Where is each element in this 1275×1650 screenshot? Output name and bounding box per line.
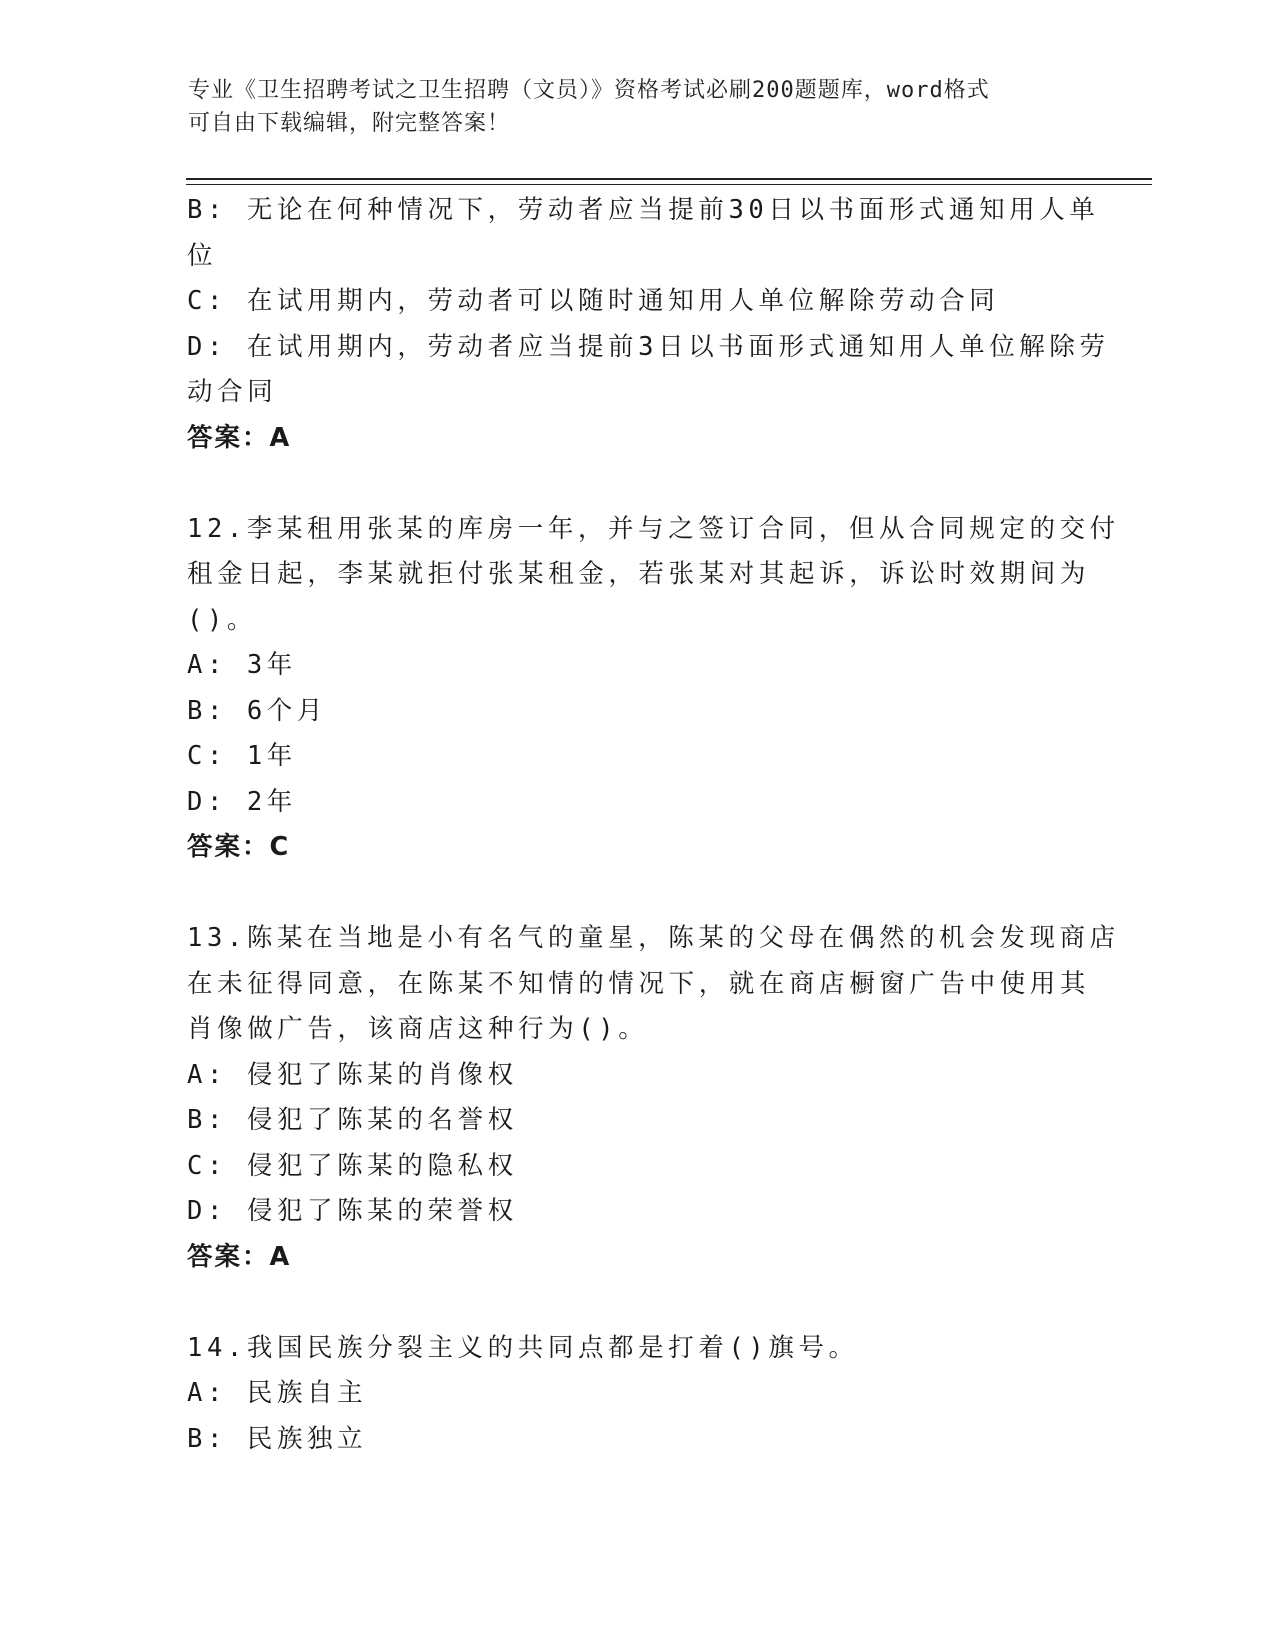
- option-b: B: 6个月: [187, 695, 328, 726]
- question-stem-line-2: 在未征得同意，在陈某不知情的情况下，就在商店橱窗广告中使用其: [187, 968, 1091, 999]
- option-d: D: 2年: [187, 786, 297, 817]
- question-stem-line-3: 肖像做广告，该商店这种行为()。: [187, 1014, 649, 1044]
- question-12: [187, 507, 1120, 871]
- option-a: A: 民族自主: [187, 1378, 368, 1408]
- header-line-2: 可自由下载编辑，附完整答案！: [188, 111, 511, 136]
- spacer: [187, 1280, 1087, 1326]
- option-c: C: 在试用期内，劳动者可以随时通知用人单位解除劳动合同: [187, 286, 1000, 316]
- option-b: B: 侵犯了陈某的名誉权: [187, 1105, 518, 1135]
- question-stem-line-1: 13.陈某在当地是小有名气的童星，陈某的父母在偶然的机会发现商店: [187, 923, 1120, 953]
- question-13: [187, 916, 1120, 1280]
- question-stem-line-1: 14.我国民族分裂主义的共同点都是打着()旗号。: [187, 1332, 859, 1363]
- option-a: A: 3年: [187, 650, 297, 680]
- option-b: B: 民族独立: [187, 1423, 368, 1454]
- option-c: C: 1年: [187, 741, 297, 771]
- question-11-tail: [187, 188, 1110, 461]
- option-d: D: 侵犯了陈某的荣誉权: [187, 1196, 518, 1226]
- question-stem-line-1: 12.李某租用张某的库房一年，并与之签订合同，但从合同规定的交付: [187, 513, 1120, 544]
- spacer: [187, 461, 1087, 507]
- header-divider-thick: [186, 178, 1152, 180]
- option-a: A: 侵犯了陈某的肖像权: [187, 1059, 518, 1090]
- option-d-line-1: D: 在试用期内，劳动者应当提前3日以书面形式通知用人单位解除劳: [187, 331, 1110, 362]
- answer: 答案：C: [187, 832, 291, 862]
- answer: 答案：A: [187, 1241, 292, 1272]
- question-stem-line-3: ()。: [187, 604, 258, 635]
- question-14: [187, 1326, 1087, 1463]
- option-d-line-2: 动合同: [187, 377, 278, 407]
- header-line-1: 专业《卫生招聘考试之卫生招聘（文员）》资格考试必刷200题题库，word格式: [188, 78, 990, 103]
- question-stem-line-2: 租金日起，李某就拒付张某租金，若张某对其起诉，诉讼时效期间为: [187, 559, 1091, 589]
- document-header: [188, 74, 1068, 140]
- answer: 答案：A: [187, 422, 292, 453]
- document-body: [187, 188, 1120, 1462]
- spacer: [187, 871, 1087, 917]
- option-c: C: 侵犯了陈某的隐私权: [187, 1150, 518, 1181]
- option-b-line-1: B: 无论在何种情况下，劳动者应当提前30日以书面形式通知用人单: [187, 195, 1100, 225]
- header-divider-thin: [186, 184, 1152, 185]
- option-b-line-2: 位: [187, 240, 218, 271]
